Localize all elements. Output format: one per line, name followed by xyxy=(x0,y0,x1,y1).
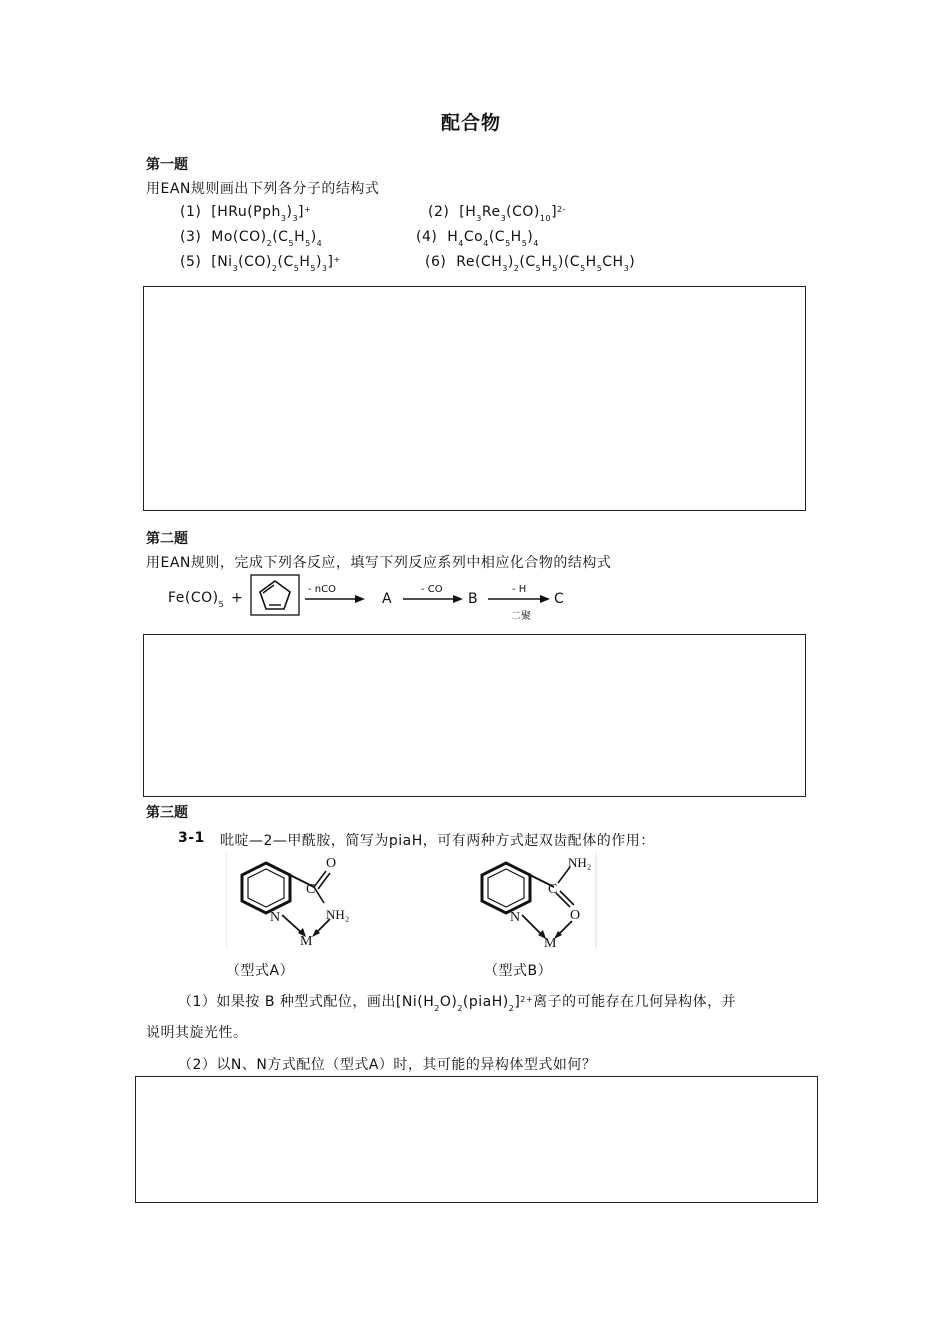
product-c: C xyxy=(554,591,565,607)
arrow3-below: 二聚 xyxy=(511,611,531,622)
q1-item-1: (1) $[HRu(Pph_3)_3]^+$ xyxy=(180,204,312,223)
q1-item-2: (2) $[H_3Re_3(CO)_{10}]^{2-}$ xyxy=(428,204,567,223)
q1-item-4: (4) $H_4Co_4(C_5H_5)_4$ xyxy=(416,229,539,248)
q3-part2: （2）以N、N方式配位（型式A）时，其可能的异构体型式如何？ xyxy=(178,1057,597,1073)
q3-part1-line1: （1）如果按 B 种型式配位，画出$[Ni(H_2O)_2(piaH)_2]^{2+}$离子的可能存在几何异构体，并 xyxy=(178,994,737,1013)
q1-item-5: (5) $[Ni_3(CO)_2(C_5H_5)_3]^+$ xyxy=(180,254,341,273)
product-b: B xyxy=(468,591,479,607)
q3-intro: 吡啶—2—甲酰胺，简写为piaH，可有两种方式起双齿配体的作用： xyxy=(220,833,655,849)
q1-intro: 用EAN规则画出下列各分子的结构式 xyxy=(146,181,380,197)
pia-form-b-structure xyxy=(466,853,598,949)
atom-nh2-b: NH₂ xyxy=(568,855,592,870)
pia-form-a-structure xyxy=(226,853,386,949)
q3-heading: 第三题 xyxy=(146,805,188,821)
arrow3-label: - H xyxy=(512,584,527,595)
q3-subnum: 3-1 xyxy=(178,830,205,846)
q3-answer-box[interactable] xyxy=(135,1076,818,1203)
product-a: A xyxy=(382,591,393,607)
q1-answer-box[interactable] xyxy=(143,286,806,511)
q1-item-6: (6) $Re(CH_3)_2(C_5H_5)(C_5H_5CH_3)$ xyxy=(425,254,636,273)
arrow1-label: - nCO xyxy=(308,584,336,595)
atom-c-a: C xyxy=(306,882,316,897)
atom-m-a: M xyxy=(300,934,313,949)
arrow2-label: - CO xyxy=(421,584,443,595)
form-a-label: （型式A） xyxy=(226,963,295,979)
q2-intro: 用EAN规则，完成下列各反应，填写下列反应系列中相应化合物的结构式 xyxy=(146,555,612,571)
atom-n-b: N xyxy=(510,910,521,925)
atom-o-a: O xyxy=(326,856,337,871)
arrow2-icon xyxy=(403,593,463,605)
cyclopentadiene-icon xyxy=(250,574,300,616)
atom-o-b: O xyxy=(570,908,581,923)
arrow1-icon xyxy=(305,593,365,605)
page-title: 配合物 xyxy=(441,112,502,134)
q3-part1-line2: 说明其旋光性。 xyxy=(146,1025,248,1041)
q1-heading: 第一题 xyxy=(146,157,188,173)
q1-item-3: (3) $Mo(CO)_2(C_5H_5)_4$ xyxy=(180,229,323,248)
q2-heading: 第二题 xyxy=(146,531,188,547)
q2-plus: + xyxy=(231,590,244,606)
atom-nh2-a: NH₂ xyxy=(326,907,350,922)
arrow3-icon xyxy=(488,593,550,605)
form-b-label: （型式B） xyxy=(484,963,553,979)
atom-n-a: N xyxy=(270,910,281,925)
q2-answer-box[interactable] xyxy=(143,634,806,797)
atom-m-b: M xyxy=(544,936,557,949)
q2-reactant: $Fe(CO)_5$ xyxy=(168,590,225,609)
atom-c-b: C xyxy=(548,882,558,897)
